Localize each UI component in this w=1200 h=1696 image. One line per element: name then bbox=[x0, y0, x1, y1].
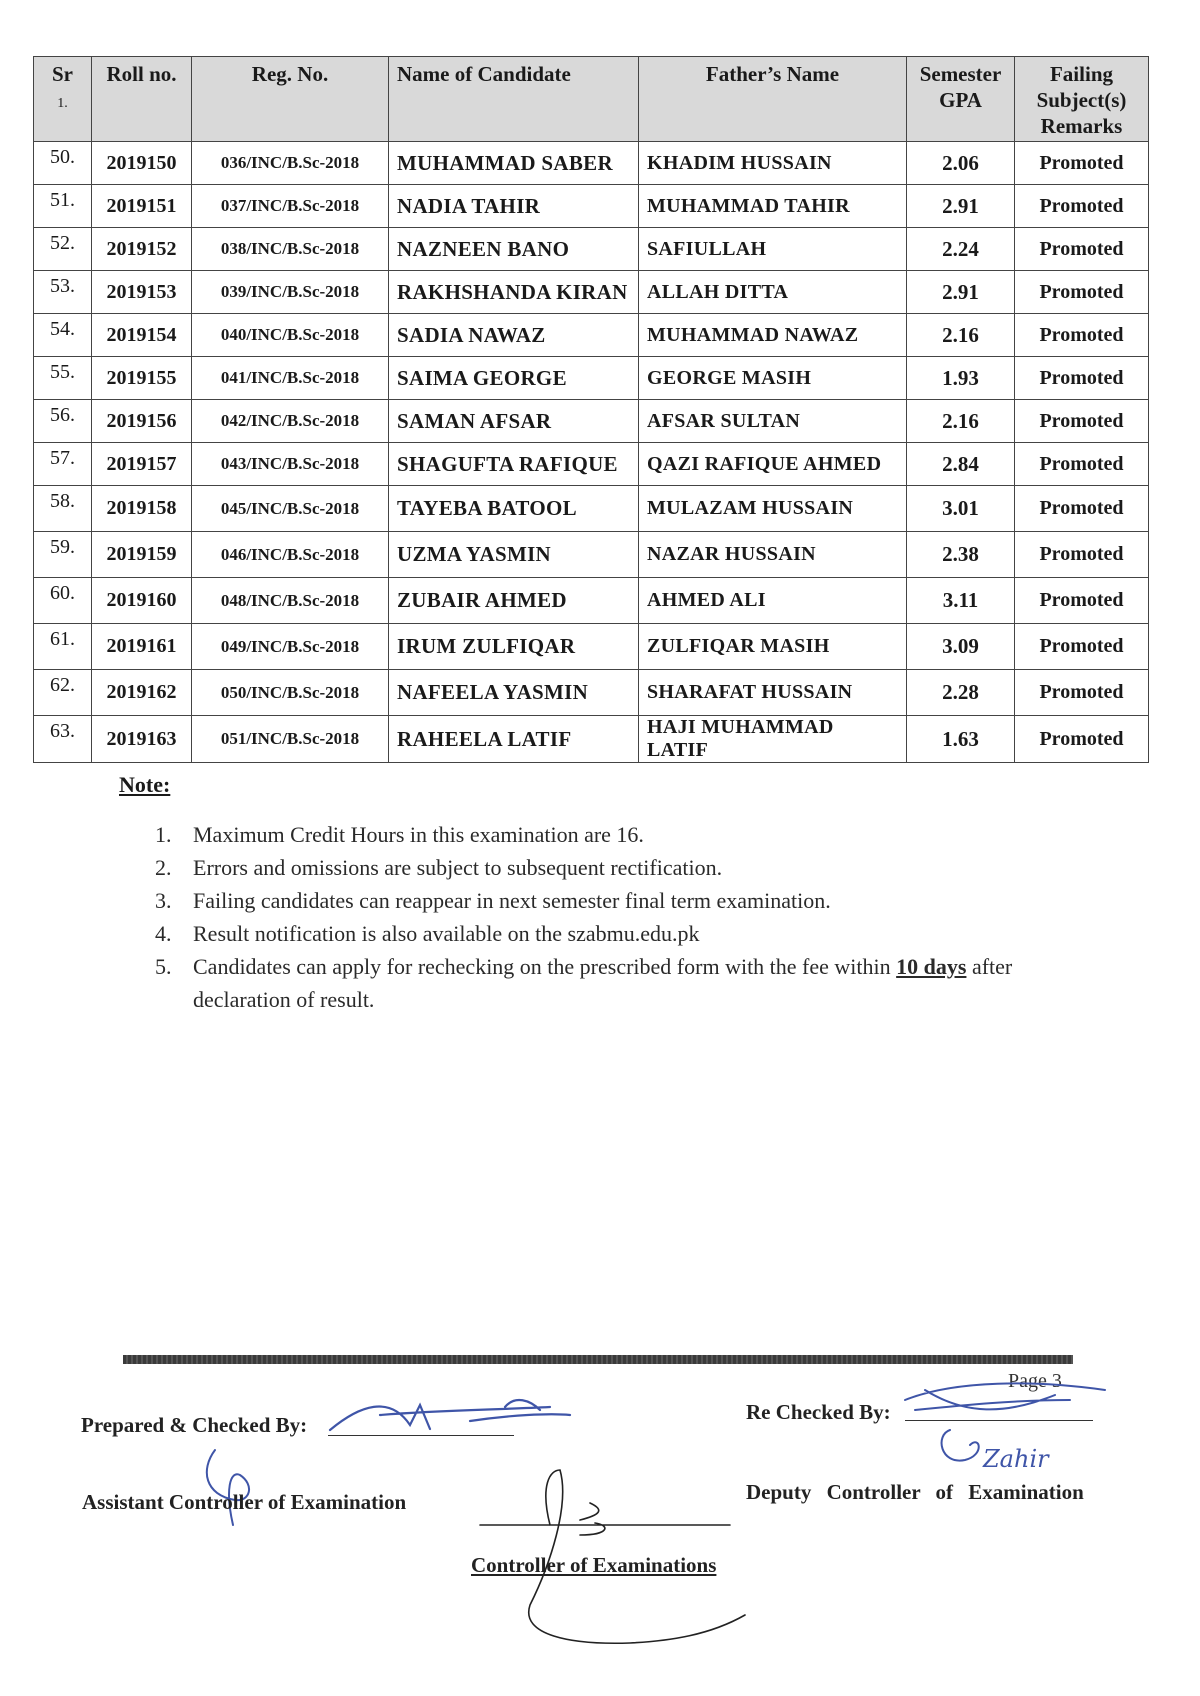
candidate-name-cell: SAIMA GEORGE bbox=[389, 357, 639, 400]
reg-no-cell: 036/INC/B.Sc-2018 bbox=[192, 142, 389, 185]
candidate-name-cell: SADIA NAWAZ bbox=[389, 314, 639, 357]
reg-no-cell: 040/INC/B.Sc-2018 bbox=[192, 314, 389, 357]
remarks-cell: Promoted bbox=[1015, 532, 1149, 578]
candidate-name-cell: IRUM ZULFIQAR bbox=[389, 624, 639, 670]
candidate-name-cell: SHAGUFTA RAFIQUE bbox=[389, 443, 639, 486]
roll-no-cell: 2019154 bbox=[92, 314, 192, 357]
roll-no-cell: 2019155 bbox=[92, 357, 192, 400]
gpa-cell: 2.38 bbox=[907, 532, 1015, 578]
note-item: 4. Result notification is also available on the szabmu.edu.pk bbox=[155, 921, 700, 946]
gpa-cell: 2.91 bbox=[907, 185, 1015, 228]
remarks-cell: Promoted bbox=[1015, 142, 1149, 185]
roll-no-cell: 2019162 bbox=[92, 670, 192, 716]
gpa-cell: 2.84 bbox=[907, 443, 1015, 486]
header-candidate-name: Name of Candidate bbox=[389, 57, 639, 142]
candidate-name-cell: TAYEBA BATOOL bbox=[389, 486, 639, 532]
reg-no-cell: 051/INC/B.Sc-2018 bbox=[192, 716, 389, 763]
header-semester-gpa: Semester GPA bbox=[907, 57, 1015, 142]
signature-rechecked-icon bbox=[895, 1375, 1125, 1485]
deputy-controller-title: Deputy Controller of Examination bbox=[746, 1480, 1084, 1504]
remarks-cell: Promoted bbox=[1015, 228, 1149, 271]
sr-cell: 53. bbox=[34, 271, 92, 314]
table-row bbox=[34, 716, 1149, 763]
father-name-cell: MUHAMMAD NAWAZ bbox=[639, 314, 907, 357]
table-header-row bbox=[34, 57, 1149, 142]
reg-no-cell: 037/INC/B.Sc-2018 bbox=[192, 185, 389, 228]
candidate-name-cell: RAKHSHANDA KIRAN bbox=[389, 271, 639, 314]
reg-no-cell: 050/INC/B.Sc-2018 bbox=[192, 670, 389, 716]
rechecked-label: Re Checked By: bbox=[746, 1400, 891, 1424]
sr-cell: 55. bbox=[34, 357, 92, 400]
sr-cell: 58. bbox=[34, 486, 92, 532]
header-remarks: Failing Subject(s) Remarks bbox=[1015, 57, 1149, 142]
table-row bbox=[34, 314, 1149, 357]
sr-cell: 52. bbox=[34, 228, 92, 271]
father-name-cell: MUHAMMAD TAHIR bbox=[639, 185, 907, 228]
remarks-cell: Promoted bbox=[1015, 271, 1149, 314]
father-name-cell: AFSAR SULTAN bbox=[639, 400, 907, 443]
sr-cell: 61. bbox=[34, 624, 92, 670]
rechecking-deadline: 10 days bbox=[896, 954, 967, 979]
father-name-cell: ALLAH DITTA bbox=[639, 271, 907, 314]
header-reg-no: Reg. No. bbox=[192, 57, 389, 142]
roll-no-cell: 2019157 bbox=[92, 443, 192, 486]
roll-no-cell: 2019153 bbox=[92, 271, 192, 314]
table-row bbox=[34, 228, 1149, 271]
candidate-name-cell: NAFEELA YASMIN bbox=[389, 670, 639, 716]
controller-title: Controller of Examinations bbox=[471, 1553, 717, 1577]
table-row bbox=[34, 142, 1149, 185]
remarks-cell: Promoted bbox=[1015, 670, 1149, 716]
header-roll-no: Roll no. bbox=[92, 57, 192, 142]
sr-cell: 57. bbox=[34, 443, 92, 486]
note-item: 1. Maximum Credit Hours in this examination are 16. bbox=[155, 822, 644, 847]
gpa-cell: 1.93 bbox=[907, 357, 1015, 400]
table-row bbox=[34, 624, 1149, 670]
candidate-name-cell: ZUBAIR AHMED bbox=[389, 578, 639, 624]
remarks-cell: Promoted bbox=[1015, 400, 1149, 443]
reg-no-cell: 038/INC/B.Sc-2018 bbox=[192, 228, 389, 271]
gpa-cell: 1.63 bbox=[907, 716, 1015, 763]
father-name-cell: SAFIULLAH bbox=[639, 228, 907, 271]
table-row bbox=[34, 670, 1149, 716]
father-name-cell: SHARAFAT HUSSAIN bbox=[639, 670, 907, 716]
remarks-cell: Promoted bbox=[1015, 443, 1149, 486]
reg-no-cell: 048/INC/B.Sc-2018 bbox=[192, 578, 389, 624]
roll-no-cell: 2019160 bbox=[92, 578, 192, 624]
note-item: 5. Candidates can apply for rechecking on the prescribed form with the fee within 10 days after declaration of result. bbox=[155, 954, 1013, 1012]
father-name-cell: NAZAR HUSSAIN bbox=[639, 532, 907, 578]
reg-no-cell: 046/INC/B.Sc-2018 bbox=[192, 532, 389, 578]
remarks-cell: Promoted bbox=[1015, 624, 1149, 670]
header-father-name: Father’s Name bbox=[639, 57, 907, 142]
roll-no-cell: 2019151 bbox=[92, 185, 192, 228]
gpa-cell: 3.11 bbox=[907, 578, 1015, 624]
gpa-cell: 2.28 bbox=[907, 670, 1015, 716]
reg-no-cell: 042/INC/B.Sc-2018 bbox=[192, 400, 389, 443]
roll-no-cell: 2019150 bbox=[92, 142, 192, 185]
roll-no-cell: 2019163 bbox=[92, 716, 192, 763]
table-row bbox=[34, 271, 1149, 314]
roll-no-cell: 2019159 bbox=[92, 532, 192, 578]
reg-no-cell: 049/INC/B.Sc-2018 bbox=[192, 624, 389, 670]
table-row bbox=[34, 578, 1149, 624]
father-name-cell: MULAZAM HUSSAIN bbox=[639, 486, 907, 532]
gpa-cell: 2.91 bbox=[907, 271, 1015, 314]
sr-cell: 54. bbox=[34, 314, 92, 357]
gpa-cell: 2.16 bbox=[907, 400, 1015, 443]
father-name-cell: AHMED ALI bbox=[639, 578, 907, 624]
results-table bbox=[33, 56, 1149, 763]
candidate-name-cell: UZMA YASMIN bbox=[389, 532, 639, 578]
page-number: Page 3 bbox=[1008, 1370, 1062, 1392]
svg-text:Zahir: Zahir bbox=[983, 1445, 1049, 1473]
sr-cell: 63. bbox=[34, 716, 92, 763]
roll-no-cell: 2019161 bbox=[92, 624, 192, 670]
remarks-cell: Promoted bbox=[1015, 486, 1149, 532]
table-row bbox=[34, 532, 1149, 578]
footer-divider bbox=[123, 1355, 1073, 1364]
candidate-name-cell: NADIA TAHIR bbox=[389, 185, 639, 228]
table-row bbox=[34, 185, 1149, 228]
table-row bbox=[34, 357, 1149, 400]
gpa-cell: 2.06 bbox=[907, 142, 1015, 185]
remarks-cell: Promoted bbox=[1015, 357, 1149, 400]
remarks-cell: Promoted bbox=[1015, 716, 1149, 763]
father-name-cell: HAJI MUHAMMAD LATIF bbox=[639, 716, 907, 763]
notes-list bbox=[155, 818, 1095, 1016]
father-name-cell: ZULFIQAR MASIH bbox=[639, 624, 907, 670]
signature-initial-icon bbox=[195, 1440, 275, 1530]
roll-no-cell: 2019158 bbox=[92, 486, 192, 532]
sr-cell: 51. bbox=[34, 185, 92, 228]
reg-no-cell: 043/INC/B.Sc-2018 bbox=[192, 443, 389, 486]
reg-no-cell: 039/INC/B.Sc-2018 bbox=[192, 271, 389, 314]
gpa-cell: 2.16 bbox=[907, 314, 1015, 357]
notes-heading: Note: bbox=[119, 772, 171, 797]
candidate-name-cell: SAMAN AFSAR bbox=[389, 400, 639, 443]
candidate-name-cell: RAHEELA LATIF bbox=[389, 716, 639, 763]
remarks-cell: Promoted bbox=[1015, 578, 1149, 624]
candidate-name-cell: NAZNEEN BANO bbox=[389, 228, 639, 271]
signature-prepared-icon bbox=[320, 1385, 580, 1445]
sr-cell: 60. bbox=[34, 578, 92, 624]
father-name-cell: GEORGE MASIH bbox=[639, 357, 907, 400]
sr-cell: 56. bbox=[34, 400, 92, 443]
assistant-controller-title: Assistant Controller of Examination bbox=[82, 1490, 407, 1514]
table-row bbox=[34, 400, 1149, 443]
sr-cell: 59. bbox=[34, 532, 92, 578]
gpa-cell: 3.01 bbox=[907, 486, 1015, 532]
gpa-cell: 3.09 bbox=[907, 624, 1015, 670]
note-item: 3. Failing candidates can reappear in next semester final term examination. bbox=[155, 888, 831, 913]
sr-cell: 62. bbox=[34, 670, 92, 716]
prepared-checked-label: Prepared & Checked By: bbox=[81, 1413, 308, 1437]
note-item: 2. Errors and omissions are subject to subsequent rectification. bbox=[155, 855, 723, 880]
remarks-cell: Promoted bbox=[1015, 185, 1149, 228]
reg-no-cell: 045/INC/B.Sc-2018 bbox=[192, 486, 389, 532]
sr-cell: 50. bbox=[34, 142, 92, 185]
father-name-cell: KHADIM HUSSAIN bbox=[639, 142, 907, 185]
table-row bbox=[34, 486, 1149, 532]
gpa-cell: 2.24 bbox=[907, 228, 1015, 271]
remarks-cell: Promoted bbox=[1015, 314, 1149, 357]
father-name-cell: QAZI RAFIQUE AHMED bbox=[639, 443, 907, 486]
table-row bbox=[34, 443, 1149, 486]
header-sr: Sr 1. bbox=[34, 57, 92, 142]
roll-no-cell: 2019156 bbox=[92, 400, 192, 443]
candidate-name-cell: MUHAMMAD SABER bbox=[389, 142, 639, 185]
roll-no-cell: 2019152 bbox=[92, 228, 192, 271]
reg-no-cell: 041/INC/B.Sc-2018 bbox=[192, 357, 389, 400]
